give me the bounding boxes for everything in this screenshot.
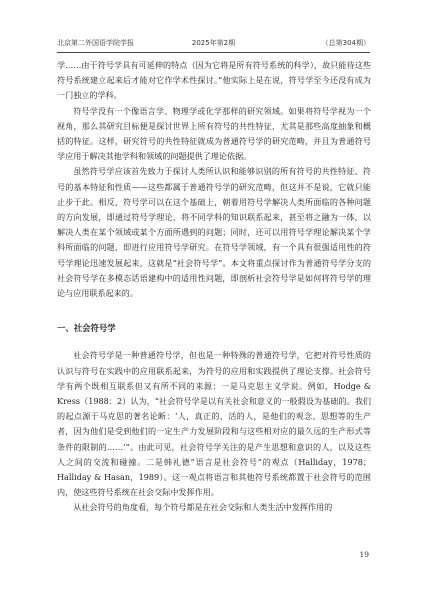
issue-label: 2025年第2期 [191,39,236,47]
running-header [57,38,370,50]
total-issue-label: （总第304期） [321,39,370,47]
paragraph: 社会符号学是一种普通符号学，但也是一种特殊的普通符号学，它把对符号性质的认识与符号在实践中的应用联系起来，为符号的应用和实践提供了理论支撑。社会符号学有两个既相互联系但又有所不同的来源：一是马克思主义学说。例如，Hodge & Kress（1988：2）认为，“社会符号学是以有关社会和意义的一般假设为基础的。我们的起点源于马克思的著名论断：‘人，真正的、活的人，是他们的观念、思想等的生产者，因为他们是受到他们的一定生产力发展阶段和与这些相对应的最久远的生产形式等条件的限制的……’”。由此可见，社会符号学关注的是产生思想和意识的人，以及这些人之间的交流和碰撞。二是韩礼德“语言是社会符号”的观点（Halliday，1978；Halliday & Hasan，1989）。这一观点将语言和其他符号系统都置于社会符号的范围内，使这些符号系统在社会交际中发挥作用。 [57,350,371,498]
paragraph: 符号学没有一个像语言学、物理学或化学那样的研究领域。如果将符号学视为一个视角，那么其研究目标便是探讨世界上所有符号的共性特征，尤其是那些高度抽象和概括的特征。这样，研究符号的共性特征就成为普通符号学的研究范畴，并且为普通符号学应用于解决其他学科和领域的问题提供了理论依据。 [57,105,371,162]
section-heading: 一、社会符号学 [57,323,116,334]
paragraph: 虽然符号学应该首先致力于探讨人类所认识和能够识别的所有符号的共性特征、符号的基本特征和性质——这些都属于普通符号学的研究范畴，但这并不是说，它就只能止步于此。相反，符号学可以在这个基础上，朝着用符号学解决人类所面临的各种问题的方向发展，即通过符号学理论，将不同学科的知识联系起来，甚至将之融为一体，以解决人类在某个领域或某个方面所遇到的问题；同时，还可以用符号学理论解决某个学科所面临的问题，即进行应用符号学研究。在符号学领域，有一个具有很强适用性的符号学理论迅速发展起来，这就是“社会符号学”。本文将重点探讨作为普通符号学分支的社会符号学在多模态话语建构中的适用性问题，即剖析社会符号学是如何将符号学的理论与应用联系起来的。 [57,166,371,299]
paragraph-continued: 学……由于符号学具有可延伸的特点（因为它将是所有符号系统的科学），故只能待这些符号系统建立起来后才能对它作学术性探讨。”他实际上是在说，符号学至今还没有成为一门独立的学科。 [57,60,371,101]
paragraph: 从社会符号的角度看，每个符号都是在社会交际和人类生活中发挥作用的 [73,502,333,513]
page-number: 19 [359,550,369,559]
journal-name: 北京第二外国语学院学报 [57,39,134,47]
header-rule [57,52,370,53]
article-body [57,58,371,516]
